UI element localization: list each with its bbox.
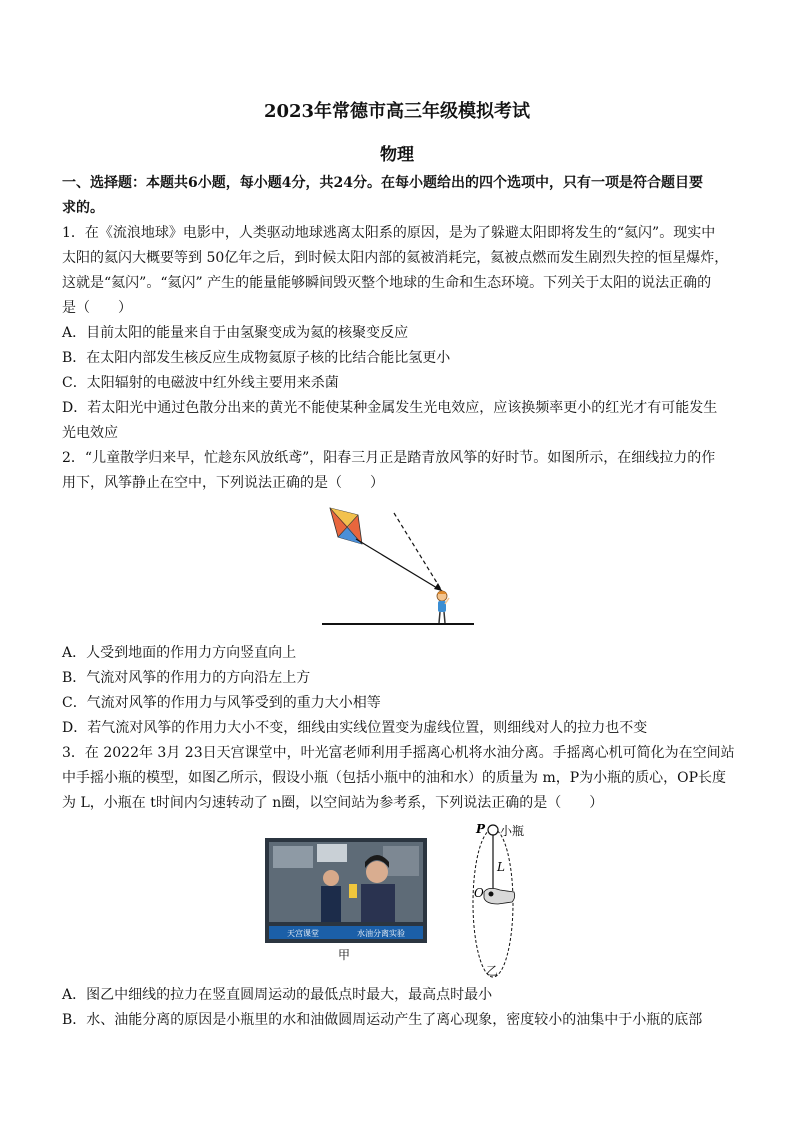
q2-option-c: C．气流对风筝的作用力与风筝受到的重力大小相等 <box>62 695 381 711</box>
q2-line: 2．“儿童散学归来早，忙趁东风放纸鸢”，阳春三月正是踏青放风筝的好时节。如图所示，在细线拉力的作 <box>62 450 716 466</box>
pivot-point <box>489 892 494 897</box>
bottle-icon <box>349 884 357 898</box>
panel-decor <box>273 846 313 868</box>
video-caption-left: 天宫课堂 <box>287 929 319 938</box>
video-caption-right: 水油分离实验 <box>357 929 405 938</box>
q1-option-a: A．目前太阳的能量来自于由氢聚变成为氦的核聚变反应 <box>62 325 409 341</box>
kite-figure <box>318 503 478 631</box>
q3-line: 中手摇小瓶的模型，如图乙所示，假设小瓶（包括小瓶中的油和水）的质量为 m，P为小瓶的质心，OP长度 <box>62 770 727 786</box>
kite-string-dashed <box>394 513 442 591</box>
q3-line: 为 L，小瓶在 t时间内匀速转动了 n圈，以空间站为参考系，下列说法正确的是（ ） <box>62 795 604 811</box>
astronaut-body-icon <box>321 886 341 922</box>
q1-option-c: C．太阳辐射的电磁波中红外线主要用来杀菌 <box>62 375 339 391</box>
child-body-icon <box>438 601 446 612</box>
q1-line: 是（ ） <box>62 300 132 316</box>
subject-title: 物理 <box>380 145 414 165</box>
q1-line: 这就是“氦闪”。“氦闪” 产生的能量能够瞬间毁灭整个地球的生命和生态环境。下列关于太阳的说法正确的 <box>62 275 712 291</box>
child-leg <box>439 612 440 623</box>
figure-yi-diagram <box>458 820 538 980</box>
figure-jia-label: 甲 <box>338 948 351 962</box>
figure-jia-photo <box>265 838 427 943</box>
label-o: O <box>474 886 484 900</box>
q3-option-b: B．水、油能分离的原因是小瓶里的水和油做圆周运动产生了离心现象，密度较小的油集中于小瓶的底部 <box>62 1012 703 1028</box>
label-l: L <box>497 860 505 874</box>
hand-icon <box>484 888 515 904</box>
q2-option-a: A．人受到地面的作用力方向竖直向上 <box>62 645 297 661</box>
child-leg <box>444 612 445 623</box>
exam-title: 2023年常德市高三年级模拟考试 <box>263 101 531 122</box>
q1-option-d-cont: 光电效应 <box>62 425 118 441</box>
q3-line: 3．在 2022年 3月 23日天宫课堂中，叶光富老师利用手摇离心机将水油分离。手摇离心机可简化为在空间站 <box>62 745 735 761</box>
kite-string-solid <box>356 539 442 591</box>
astronaut-head-icon <box>323 870 339 886</box>
q1-line: 太阳的氦闪大概要等到 50亿年之后，到时候太阳内部的氦被消耗完，氦被点燃而发生剧烈失控的恒星爆炸， <box>62 250 729 266</box>
bottle-icon <box>488 825 498 835</box>
astronaut-head-icon <box>366 861 388 883</box>
q2-option-d: D．若气流对风筝的作用力大小不变，细线由实线位置变为虚线位置，则细线对人的拉力也不变 <box>62 720 648 736</box>
q1-option-d: D．若太阳光中通过色散分出来的黄光不能使某种金属发生光电效应，应该换频率更小的红光才有可能发生 <box>62 400 718 416</box>
section-heading-cont: 求的。 <box>62 200 104 216</box>
q2-option-b: B．气流对风筝的作用力的方向沿左上方 <box>62 670 311 686</box>
q3-option-a: A．图乙中细线的拉力在竖直圆周运动的最低点时最大，最高点时最小 <box>62 987 493 1003</box>
label-bottle: 小瓶 <box>500 824 525 838</box>
panel-decor <box>317 844 347 862</box>
label-p: P <box>476 822 486 836</box>
panel-decor <box>383 846 419 876</box>
q1-line: 1．在《流浪地球》电影中，人类驱动地球逃离太阳系的原因，是为了躲避太阳即将发生的“氦闪”。现实中 <box>62 225 716 241</box>
figure-yi-label: 乙 <box>486 964 499 978</box>
child-hair-icon <box>437 591 447 594</box>
astronaut-body-icon <box>361 884 395 922</box>
section-heading: 一、选择题：本题共6小题，每小题4分，共24分。在每小题给出的四个选项中，只有一项是符合题目要 <box>62 175 703 191</box>
q1-option-b: B．在太阳内部发生核反应生成物氦原子核的比结合能比氢更小 <box>62 350 451 366</box>
q2-line: 用下，风筝静止在空中，下列说法正确的是（ ） <box>62 475 384 491</box>
